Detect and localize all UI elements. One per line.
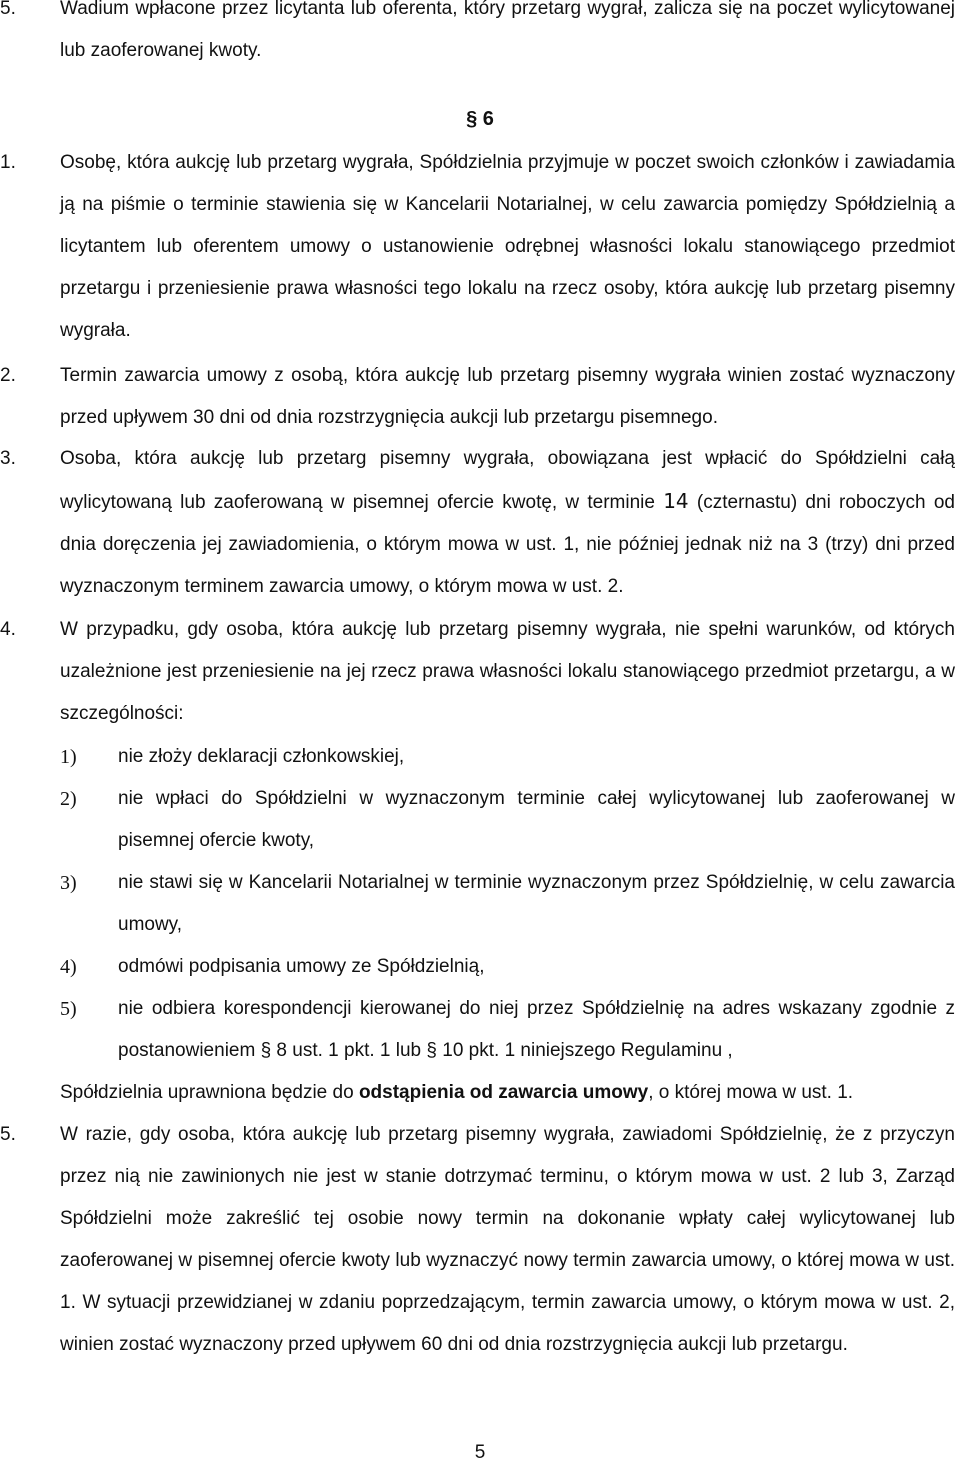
list-item-text: nie stawi się w Kancelarii Notarialnej w terminie wyznaczonym przez Spółdzielnię, w celu zawarcia umowy, bbox=[118, 872, 955, 935]
paragraph-3 bbox=[0, 438, 960, 608]
paragraph-4 bbox=[0, 609, 960, 735]
paragraph-text: Osobę, która aukcję lub przetarg wygrała, Spółdzielnia przyjmuje w poczet swoich członków i zawiadamia ją na piśmie o terminie stawienia się w Kancelarii Notarialnej, w celu zawarcia pomiędzy Spółdzielnią a licytantem lub oferentem umowy o ustanowienie odrębnej własności lokalu stanowiącego przedmiot przetargu i przeniesienie prawa własności tego lokalu na rzecz osoby, która aukcję lub przetarg pisemny wygrała. bbox=[60, 152, 955, 341]
list-item-text: odmówi podpisania umowy ze Spółdzielnią, bbox=[118, 956, 485, 977]
emphasized-text: odstąpienia od zawarcia umowy bbox=[358, 1082, 649, 1103]
section-heading: § 6 bbox=[466, 108, 494, 130]
paragraph-text: Wadium wpłacone przez licytanta lub oferenta, który przetarg wygrał, zalicza się na poczet wylicytowanej lub zaoferowanej kwoty. bbox=[60, 0, 955, 61]
paragraph-text bbox=[60, 438, 955, 608]
paragraph-text bbox=[60, 1072, 955, 1114]
list-item-text: nie odbiera korespondencji kierowanej do niej przez Spółdzielnię na adres wskazany zgodnie z postanowieniem § 8 ust. 1 pkt. 1 lub § 10 pkt. 1 niniejszego Regulaminu , bbox=[118, 998, 955, 1061]
list-item bbox=[60, 946, 955, 988]
list-item-number: 4) bbox=[60, 956, 77, 978]
paragraph-2 bbox=[0, 355, 960, 439]
list-item-number: 2) bbox=[60, 788, 77, 810]
list-item-text: nie wpłaci do Spółdzielni w wyznaczonym terminie całej wylicytowanej lub zaoferowanej w pisemnej ofercie kwoty, bbox=[118, 788, 955, 851]
list-item-number: 1) bbox=[60, 746, 77, 768]
paragraph-number: 5. bbox=[0, 1124, 16, 1145]
list-item bbox=[60, 778, 955, 862]
paragraph-text: W razie, gdy osoba, która aukcję lub przetarg pisemny wygrała, zawiadomi Spółdzielnię, że z przyczyn przez nią nie zawinionych nie jest w stanie dotrzymać terminu, o którym mowa w ust. 2 lub 3, Zarząd Spółdzielni może zakreślić tej osobie nowy termin na dokonanie wpłaty całej wylicytowanej lub zaoferowanej w pisemnej ofercie kwoty lub wyznaczyć nowy termin zawarcia umowy, o której mowa w ust. 1. W sytuacji przewidzianej w zdaniu poprzedzającym, termin zawarcia umowy, o którym mowa w ust. 2, winien zostać wyznaczony przed upływem 60 dni od dnia rozstrzygnięcia aukcji lub przetargu. bbox=[60, 1124, 955, 1355]
paragraph-number: 1. bbox=[0, 152, 16, 173]
paragraph-1 bbox=[0, 142, 960, 352]
paragraph-prev-5 bbox=[0, 0, 960, 72]
paragraph-text-part: , o której mowa w ust. 1. bbox=[648, 1082, 854, 1103]
paragraph-text-part: Osoba, która aukcję lub przetarg pisemny wygrała, obowiązana jest wpłacić do Spółdzielni całą wylicytowaną lub zaoferowaną w pisemnej ofercie kwotę, w terminie bbox=[60, 448, 955, 513]
paragraph-text: W przypadku, gdy osoba, która aukcję lub przetarg pisemny wygrała, nie spełni warunków, od których uzależnione jest przeniesienie na jej rzecz prawa własności lokalu stanowiącego przedmiot przetargu, a w szczególności: bbox=[60, 619, 955, 724]
paragraph-number: 3. bbox=[0, 448, 16, 469]
list-item-number: 5) bbox=[60, 998, 77, 1020]
paragraph-5 bbox=[0, 1114, 960, 1366]
paragraph-number: 2. bbox=[0, 365, 16, 386]
paragraph-number: 5. bbox=[0, 0, 16, 19]
paragraph-text-part: (czternastu) dni roboczych od dnia doręczenia jej zawiadomienia, o którym mowa w ust. 1, nie później jednak niż na 3 (trzy) dni przed wyznaczonym terminem zawarcia umowy, o którym mowa w ust. 2. bbox=[60, 492, 955, 597]
list-item bbox=[60, 736, 955, 778]
paragraph-4-closing bbox=[0, 1072, 960, 1114]
paragraph-text: Termin zawarcia umowy z osobą, która aukcję lub przetarg pisemny wygrała winien zostać wyznaczony przed upływem 30 dni od dnia rozstrzygnięcia aukcji lub przetargu pisemnego. bbox=[60, 365, 955, 428]
page-number: 5 bbox=[474, 1442, 486, 1463]
list-item bbox=[60, 862, 955, 946]
days-count: 14 bbox=[663, 489, 689, 513]
paragraph-text-part: Spółdzielnia uprawniona będzie do bbox=[60, 1082, 359, 1103]
list-item-text: nie złoży deklaracji członkowskiej, bbox=[118, 746, 405, 767]
paragraph-number: 4. bbox=[0, 619, 16, 640]
list-item-number: 3) bbox=[60, 872, 77, 894]
list-item bbox=[60, 988, 955, 1072]
